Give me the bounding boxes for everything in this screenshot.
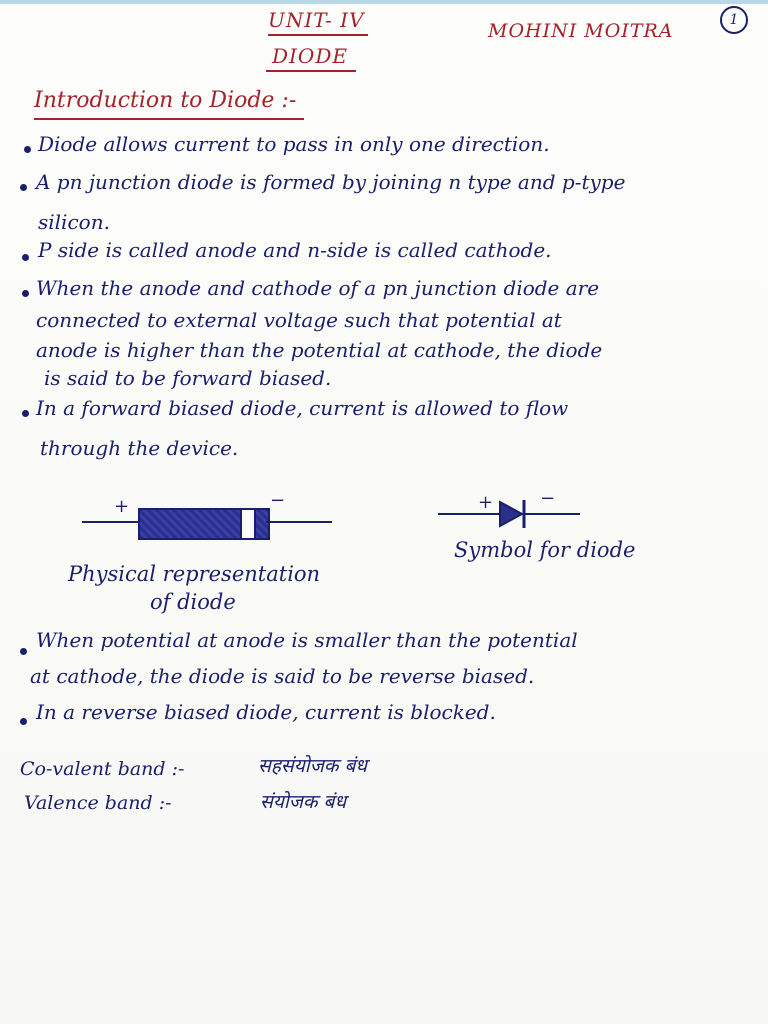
bullet-point [22,410,29,417]
note-line: In a reverse biased diode, current is blocked. [36,700,496,724]
note-line: through the device. [40,436,239,460]
cathode-band [240,510,256,538]
topic-heading: DIODE [272,44,348,68]
glossary-term: Valence band :- [24,792,172,814]
figure-caption: of diode [150,590,236,614]
bullet-point [22,254,29,261]
note-line: at cathode, the diode is said to be reverse biased. [30,664,535,688]
unit-underline [268,34,368,36]
minus-sign: − [540,488,556,509]
diode-symbol-icon [434,494,584,534]
note-line: silicon. [38,210,110,234]
bullet-point [20,648,27,655]
bullet-point [24,146,31,153]
minus-sign: − [270,490,286,511]
figure-caption: Physical representation [68,562,321,586]
note-line: Diode allows current to pass in only one direction. [38,132,550,156]
page-top-edge [0,0,768,4]
note-line: is said to be forward biased. [44,366,332,390]
author-name: MOHINI MOITRA [488,20,674,42]
note-line: anode is higher than the potential at cathode, the diode [36,338,603,362]
note-line: P side is called anode and n-side is called cathode. [38,238,552,262]
note-line: A pn junction diode is formed by joining n type and p-type [36,170,626,194]
note-line: In a forward biased diode, current is allowed to flow [36,396,569,420]
bullet-point [20,184,27,191]
glossary-term: Co-valent band :- [20,758,185,780]
topic-underline [266,70,356,72]
glossary-translation: सहसंयोजक बंध [258,755,367,777]
figure-caption: Symbol for diode [454,538,636,562]
diode-lead-right [266,521,332,523]
section-title: Introduction to Diode :- [34,88,297,113]
glossary-translation: संयोजक बंध [260,791,347,813]
bullet-point [20,718,27,725]
page-number: 1 [720,6,748,34]
unit-heading: UNIT- IV [268,8,365,32]
diode-lead-left [82,521,140,523]
plus-sign: + [478,492,494,513]
section-underline [34,118,304,120]
note-line: When the anode and cathode of a pn junction diode are [36,276,600,300]
note-line: When potential at anode is smaller than the potential [36,628,578,652]
bullet-point [22,290,29,297]
plus-sign: + [114,496,130,517]
note-line: connected to external voltage such that potential at [36,308,562,332]
